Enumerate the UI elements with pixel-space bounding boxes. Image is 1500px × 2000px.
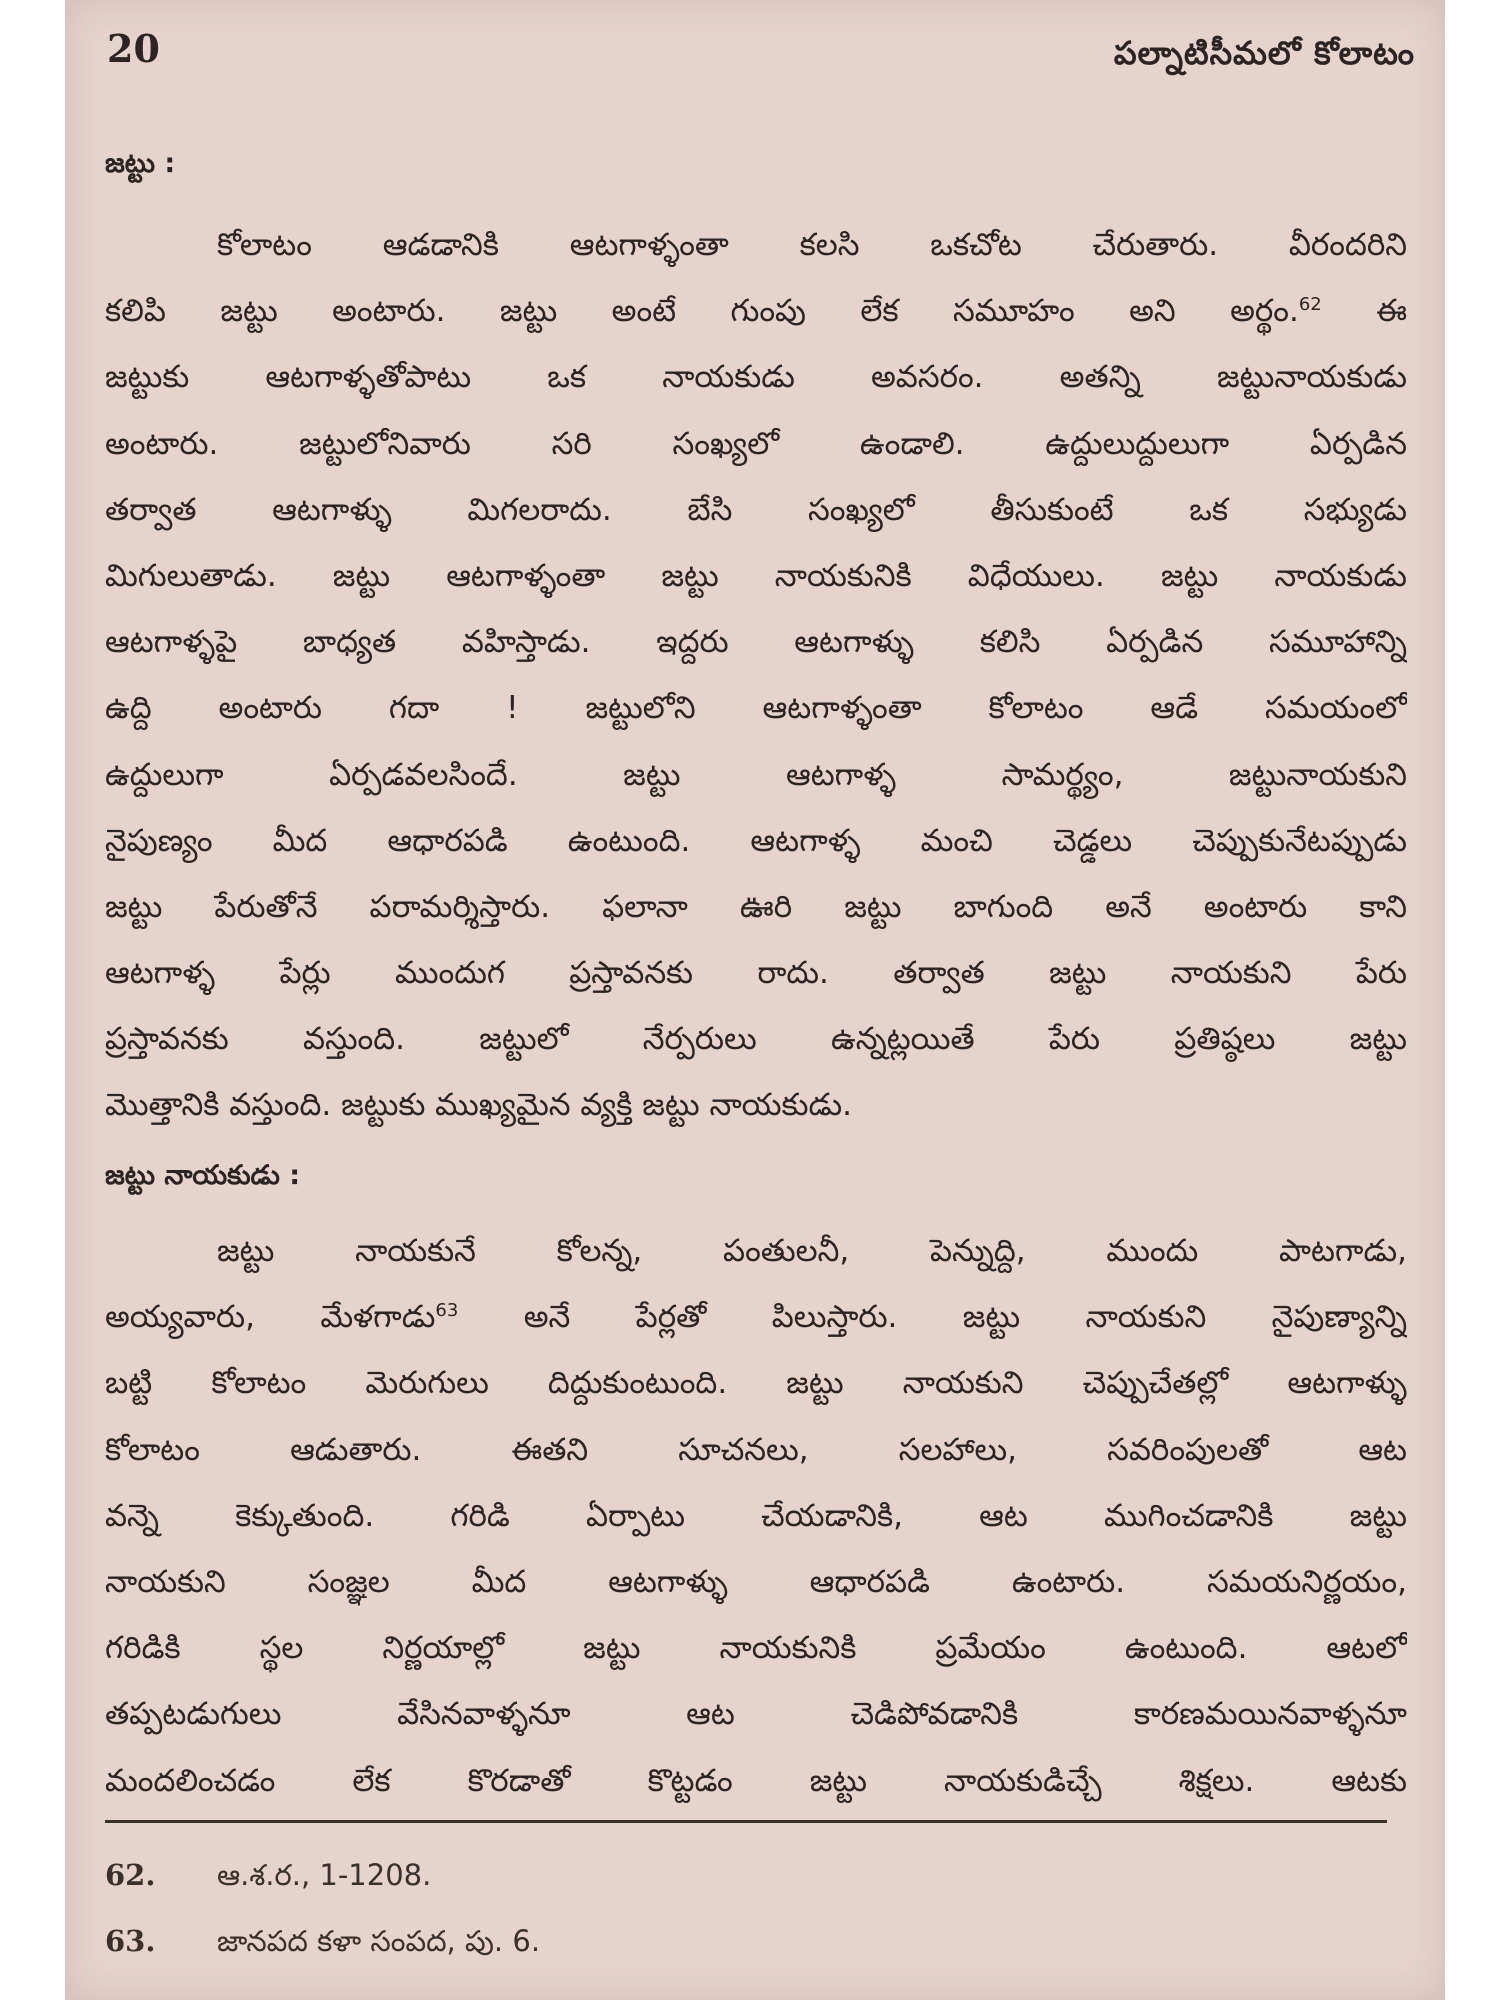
- text-line: కలిపి జట్టు అంటారు. జట్టు అంటే గుంపు లేక సమూహం అని అర్థం.$^{62}$ ఈ: [105, 293, 1407, 330]
- text-line: ఉద్దులుగా ఏర్పడవలసిందే. జట్టు ఆటగాళ్ళ సామర్థ్యం, జట్టునాయకుని: [105, 756, 1407, 793]
- footnote-ref-62: 62: [1298, 294, 1322, 316]
- text-line: తర్వాత ఆటగాళ్ళు మిగలరాదు. బేసి సంఖ్యలో తీసుకుంటే ఒక సభ్యుడు: [105, 491, 1407, 528]
- section-body-jattu: [105, 212, 1407, 1139]
- text-line: నైపుణ్యం మీద ఆధారపడి ఉంటుంది. ఆటగాళ్ళ మంచి చెడ్డలు చెప్పుకునేటప్పుడు: [105, 822, 1407, 859]
- book-page: [65, 0, 1445, 2000]
- running-head: పల్నాటిసీమలో కోలాటం: [1113, 34, 1415, 72]
- section-body-jattu-nayakudu: [105, 1218, 1407, 1814]
- text-line: గరిడికి స్థల నిర్ణయాల్లో జట్టు నాయకునికి ప్రమేయం ఉంటుంది. ఆటలో: [105, 1630, 1407, 1667]
- text-line: జట్టు నాయకునే కోలన్న, పంతులనీ, పెన్నుద్ది, ముందు పాటగాడు,: [217, 1233, 1407, 1269]
- text-line: మిగులుతాడు. జట్టు ఆటగాళ్ళంతా జట్టు నాయకునికి విధేయులు. జట్టు నాయకుడు: [105, 557, 1407, 594]
- text-line: వన్నె కెక్కుతుంది. గరిడి ఏర్పాటు చేయడానికి, ఆట ముగించడానికి జట్టు: [105, 1497, 1407, 1534]
- text-line: ఆటగాళ్ళపై బాధ్యత వహిస్తాడు. ఇద్దరు ఆటగాళ్ళు కలిసి ఏర్పడిన సమూహాన్ని: [105, 624, 1407, 661]
- footnote-number: 63.: [105, 1924, 156, 1958]
- text-line: ఉద్ది అంటారు గదా ! జట్టులోని ఆటగాళ్ళంతా కోలాటం ఆడే సమయంలో: [105, 690, 1407, 727]
- text-line: నాయకుని సంజ్ఞల మీద ఆటగాళ్ళు ఆధారపడి ఉంటారు. సమయనిర్ణయం,: [105, 1563, 1407, 1600]
- page-number: 20: [107, 26, 160, 71]
- text-line: తప్పటడుగులు వేసినవాళ్ళనూ ఆట చెడిపోవడానికి కారణమయినవాళ్ళనూ: [105, 1696, 1407, 1733]
- footnote-number: 62.: [105, 1858, 156, 1892]
- section-heading-jattu: జట్టు :: [105, 148, 176, 179]
- footnote-text: ఆ.శ.ర., 1-1208.: [217, 1858, 432, 1892]
- footnote-62: [105, 1842, 1305, 1908]
- text-line: ప్రస్తావనకు వస్తుంది. జట్టులో నేర్పరులు ఉన్నట్లయితే పేరు ప్రతిష్ఠలు జట్టు: [105, 1021, 1407, 1058]
- text-line: మొత్తానికి వస్తుంది. జట్టుకు ముఖ్యమైన వ్యక్తి జట్టు నాయకుడు.: [105, 1087, 852, 1124]
- footnote-63: [105, 1908, 1305, 1974]
- footnotes: [105, 1842, 1305, 1974]
- footnote-ref-63: 63: [435, 1300, 459, 1322]
- text-line: అయ్యవారు, మేళగాడు$^{63}$ అనే పేర్లతో పిలుస్తారు. జట్టు నాయకుని నైపుణ్యాన్ని: [105, 1299, 1407, 1336]
- text-line: ఆటగాళ్ళ పేర్లు ముందుగ ప్రస్తావనకు రాదు. తర్వాత జట్టు నాయకుని పేరు: [105, 955, 1407, 992]
- footnote-divider: [105, 1820, 1387, 1823]
- text-line: జట్టుకు ఆటగాళ్ళతోపాటు ఒక నాయకుడు అవసరం. అతన్ని జట్టునాయకుడు: [105, 359, 1407, 396]
- text-line: మందలించడం లేక కొరడాతో కొట్టడం జట్టు నాయకుడిచ్చే శిక్షలు. ఆటకు: [105, 1762, 1407, 1799]
- text-line: కోలాటం ఆడడానికి ఆటగాళ్ళంతా కలసి ఒకచోట చేరుతారు. వీరందరిని: [217, 227, 1407, 263]
- text-line: అంటారు. జట్టులోనివారు సరి సంఖ్యలో ఉండాలి. ఉద్దులుద్దులుగా ఏర్పడిన: [105, 425, 1407, 462]
- footnote-text: జానపద కళా సంపద, పు. 6.: [217, 1924, 541, 1958]
- text-line: బట్టి కోలాటం మెరుగులు దిద్దుకుంటుంది. జట్టు నాయకుని చెప్పుచేతల్లో ఆటగాళ్ళు: [105, 1365, 1407, 1402]
- text-line: కోలాటం ఆడుతారు. ఈతని సూచనలు, సలహాలు, సవరింపులతో ఆట: [105, 1431, 1407, 1468]
- text-line: జట్టు పేరుతోనే పరామర్శిస్తారు. ఫలానా ఊరి జట్టు బాగుంది అనే అంటారు కాని: [105, 888, 1407, 925]
- section-heading-jattu-nayakudu: జట్టు నాయకుడు :: [105, 1160, 301, 1191]
